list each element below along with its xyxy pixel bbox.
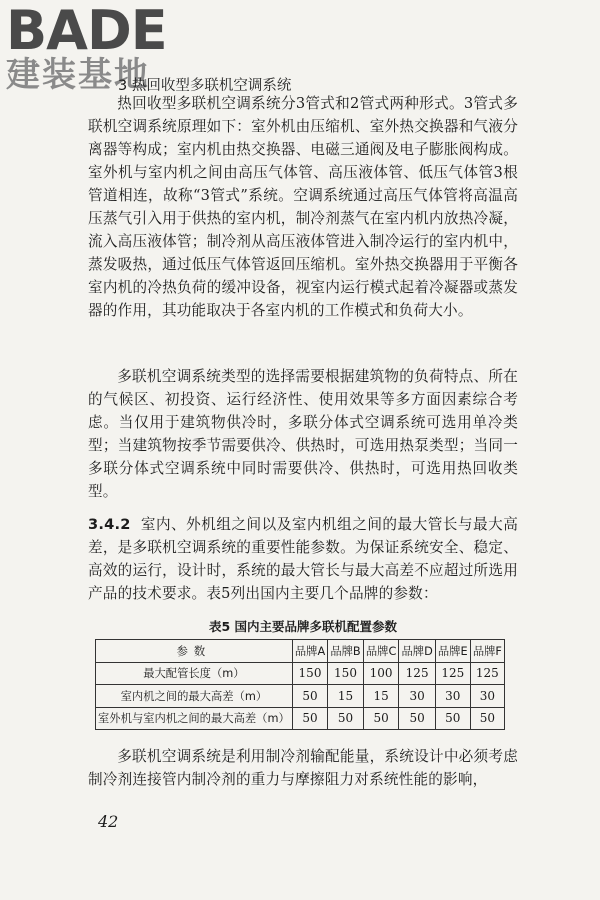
table-row-label: 最大配管长度（m）: [96, 662, 293, 685]
table-cell: 125: [435, 662, 470, 685]
page-number: 42: [98, 812, 119, 831]
clause-text: 室内、外机组之间以及室内机组之间的最大管长与最大高差，是多联机空调系统的重要性能参数。为保证系统安全、稳定、高效的运行，设计时，系统的最大管长与最大高差不应超过所选用产品的技术要求。表5列出国内主要几个品牌的参数：: [88, 516, 518, 602]
logo-wordmark: BADE: [6, 0, 167, 62]
paragraph-refrigerant: 多联机空调系统是利用制冷剂输配能量，系统设计中必须考虑制冷剂连接管内制冷剂的重力与摩擦阻力对系统性能的影响，: [88, 748, 518, 788]
paragraph-system-selection: 多联机空调系统类型的选择需要根据建筑物的负荷特点、所在的气候区、初投资、运行经济性、使用效果等多方面因素综合考虑。当仅用于建筑物供冷时，多联分体式空调系统可选用单冷类型；当建筑物按季节需要供冷、供热时，可选用热泵类型；当同一多联分体式空调系统中同时需要供冷、供热时，可选用热回收类型。: [88, 368, 518, 500]
table-cell: 50: [435, 707, 470, 730]
table-cell: 30: [470, 685, 504, 708]
table-header-cell: 品牌F: [470, 640, 504, 663]
table-row-label: 室外机与室内机之间的最大高差（m）: [96, 707, 293, 730]
table-header-row: [96, 640, 505, 663]
table-header-cell: 品牌D: [399, 640, 435, 663]
section-title: 3 热回收型多联机空调系统: [118, 78, 292, 94]
table-header-cell: 品牌E: [435, 640, 470, 663]
table-row-label: 室内机之间的最大高差（m）: [96, 685, 293, 708]
table-cell: 50: [328, 707, 364, 730]
table-header-cell: 品牌B: [328, 640, 364, 663]
table-cell: 50: [470, 707, 504, 730]
logo-subtitle: 建装基地: [6, 55, 150, 95]
paragraph-heat-recovery: 热回收型多联机空调系统分3管式和2管式两种形式。3管式多联机空调系统原理如下：室外机由压缩机、室外热交换器和气液分离器等构成；室内机由热交换器、电磁三通阀及电子膨胀阀构成。室外机与室内机之间由高压气体管、高压液体管、低压气体管3根管道相连，故称“3管式”系统。空调系统通过高压气体管将高温高压蒸气引入用于供热的室内机，制冷剂蒸气在室内机内放热冷凝，流入高压液体管；制冷剂从高压液体管进入制冷运行的室内机中，蒸发吸热，通过低压气体管返回压缩机。室外热交换器用于平衡各室内机的冷热负荷的缓冲设备，视室内运行模式起着冷凝器或蒸发器的作用，其功能取决于各室内机的工作模式和负荷大小。: [88, 95, 518, 319]
table-cell: 50: [363, 707, 399, 730]
table-header-cell: 品牌C: [363, 640, 399, 663]
clause-number: 3.4.2: [88, 516, 131, 533]
table-cell: 150: [328, 662, 364, 685]
table-cell: 125: [470, 662, 504, 685]
table-cell: 30: [399, 685, 435, 708]
table-caption: 表5 国内主要品牌多联机配置参数: [208, 619, 398, 634]
table-header-cell: 品牌A: [292, 640, 327, 663]
table-cell: 30: [435, 685, 470, 708]
table-row: [96, 662, 505, 685]
table-cell: 150: [292, 662, 327, 685]
table-cell: 50: [292, 685, 327, 708]
table-row: [96, 707, 505, 730]
paragraph-clause-3-4-2: [88, 513, 518, 605]
brand-parameter-table: [95, 639, 505, 730]
table-cell: 125: [399, 662, 435, 685]
table-cell: 15: [328, 685, 364, 708]
table-cell: 100: [363, 662, 399, 685]
table-cell: 50: [292, 707, 327, 730]
table-cell: 15: [363, 685, 399, 708]
table-cell: 50: [399, 707, 435, 730]
table-row: [96, 685, 505, 708]
table-header-cell: 参数: [96, 640, 293, 663]
